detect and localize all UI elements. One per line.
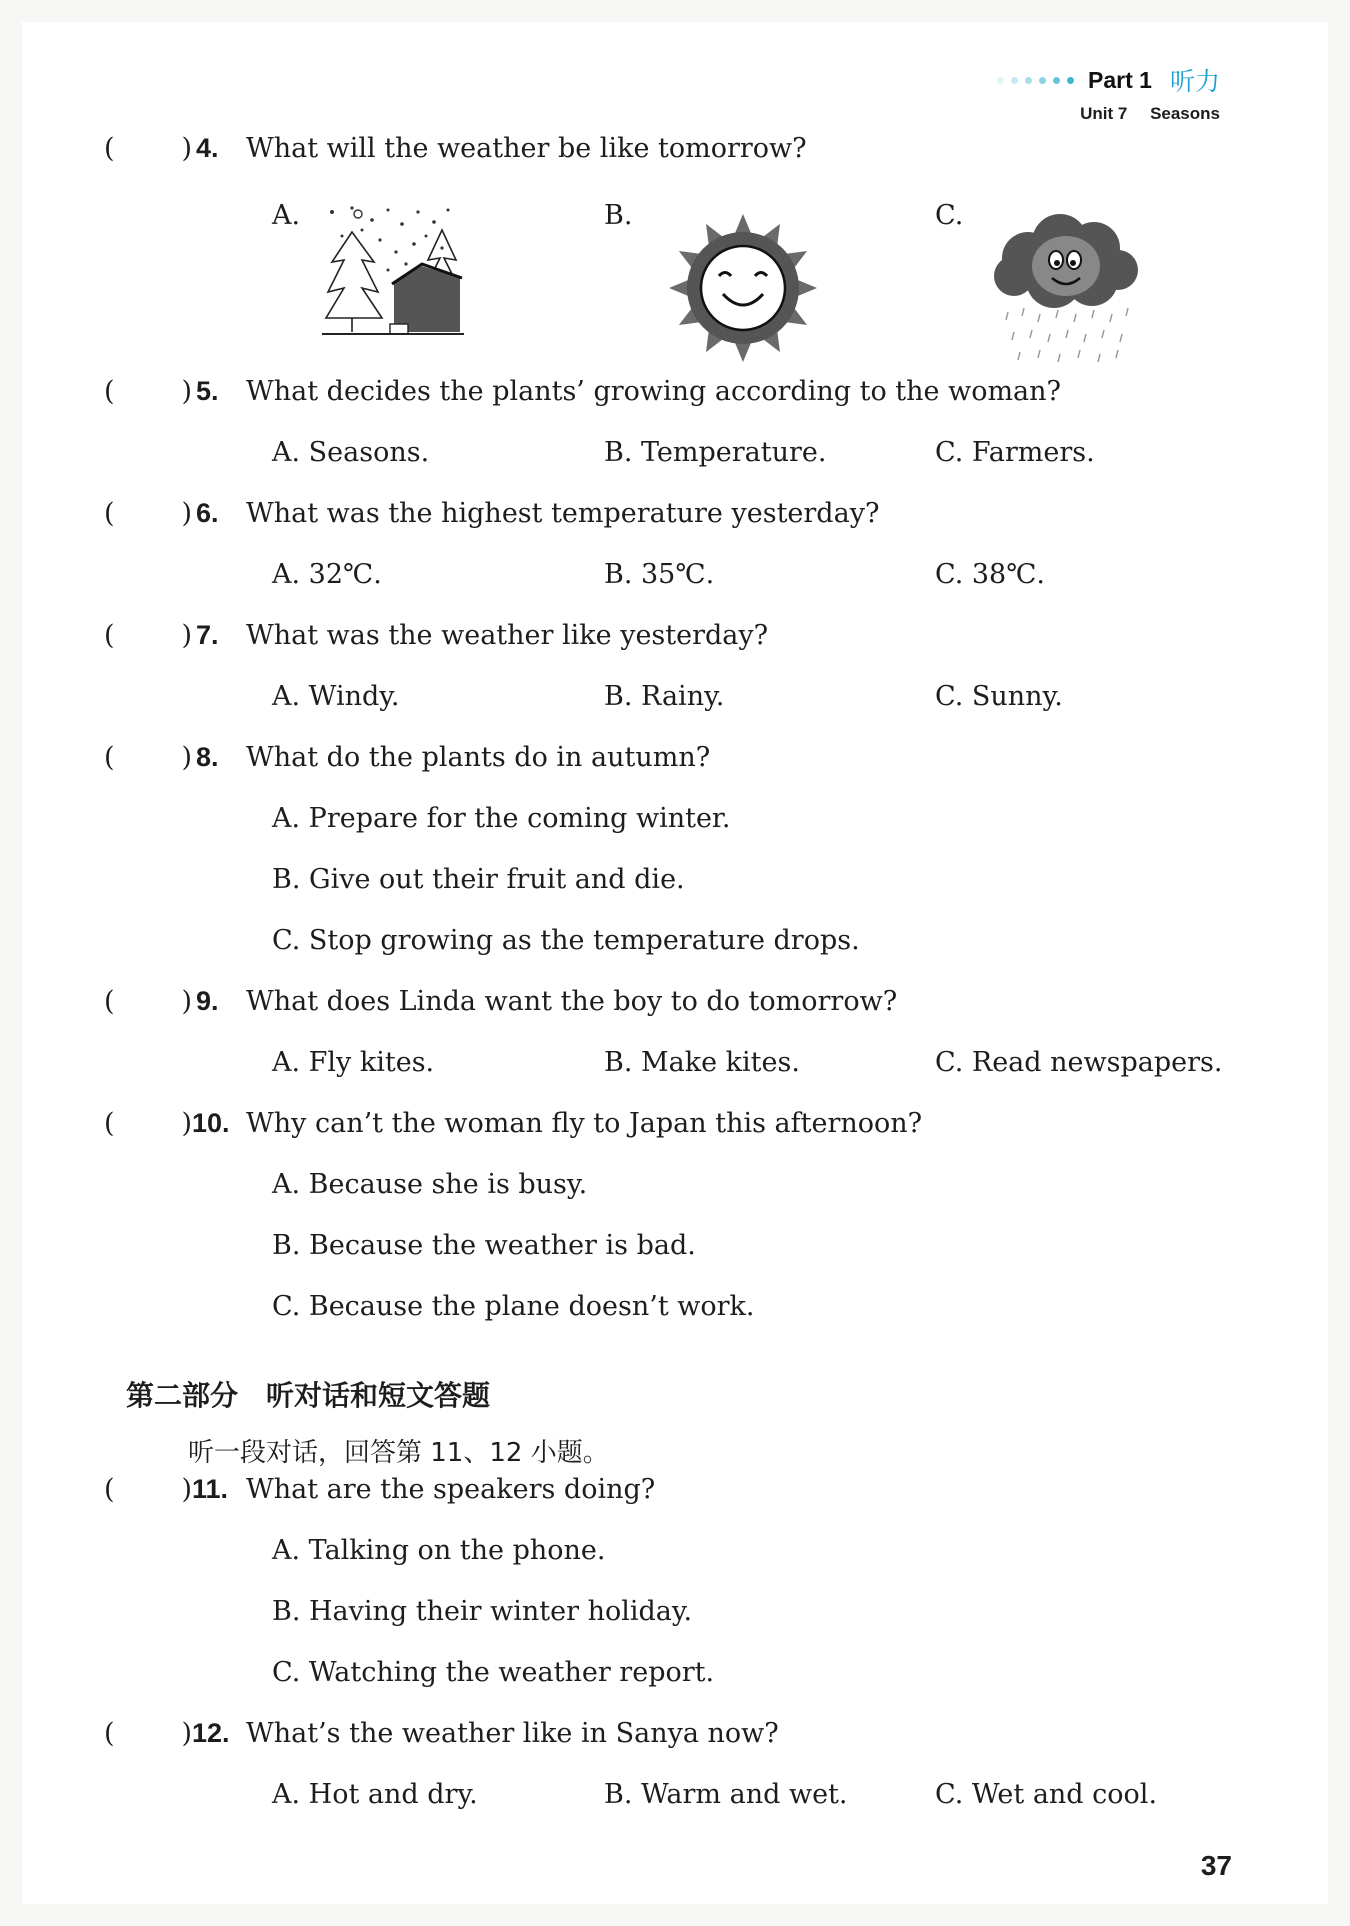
option-b[interactable]: B. Temperature.	[604, 437, 827, 468]
question-number: 9.	[196, 986, 219, 1016]
answer-blank[interactable]: ( )	[104, 498, 192, 529]
question-4	[104, 133, 807, 164]
question-number: 5.	[196, 376, 219, 406]
option-a[interactable]: A. 32℃.	[272, 559, 382, 590]
option-a[interactable]: A. Talking on the phone.	[272, 1535, 606, 1566]
question-text: What’s the weather like in Sanya now?	[246, 1718, 779, 1749]
question-text: What are the speakers doing?	[246, 1474, 656, 1505]
part-label: Part 1	[1088, 66, 1152, 93]
question-9	[104, 986, 897, 1017]
option-c[interactable]: C. Because the plane doesn’t work.	[272, 1291, 755, 1322]
part-chinese-label: 听力	[1169, 67, 1220, 96]
question-number: 8.	[196, 742, 219, 772]
option-b[interactable]: B. Having their winter holiday.	[272, 1596, 693, 1627]
sun-icon	[667, 212, 819, 364]
option-c[interactable]: C. Farmers.	[935, 437, 1095, 468]
question-text: What does Linda want the boy to do tomorrow?	[246, 986, 898, 1017]
question-text: What was the highest temperature yesterday?	[246, 498, 880, 529]
option-b[interactable]: B. Because the weather is bad.	[272, 1230, 696, 1261]
option-a[interactable]: A. Windy.	[272, 681, 400, 712]
question-7	[104, 620, 768, 651]
option-c[interactable]: C. Wet and cool.	[935, 1779, 1158, 1810]
option-a[interactable]: A. Seasons.	[272, 437, 430, 468]
answer-blank[interactable]: ( )	[104, 742, 192, 773]
question-6	[104, 498, 879, 529]
answer-blank[interactable]: ( )	[104, 1474, 192, 1505]
option-a-label[interactable]: A.	[272, 200, 301, 231]
question-12	[104, 1718, 779, 1749]
option-b[interactable]: B. Rainy.	[604, 681, 725, 712]
option-b[interactable]: B. 35℃.	[604, 559, 715, 590]
question-number: 12.	[192, 1718, 230, 1748]
section-instruction: 听一段对话，回答第 11、12 小题。	[188, 1438, 609, 1468]
option-c[interactable]: C. Watching the weather report.	[272, 1657, 715, 1688]
answer-blank[interactable]: ( )	[104, 986, 192, 1017]
answer-blank[interactable]: ( )	[104, 1108, 192, 1139]
page-number: 37	[1200, 1850, 1232, 1881]
answer-blank[interactable]: ( )	[104, 133, 192, 164]
question-number: 4.	[196, 133, 219, 163]
option-c[interactable]: C. Read newspapers.	[935, 1047, 1223, 1078]
question-11	[104, 1474, 655, 1505]
option-b[interactable]: B. Give out their fruit and die.	[272, 864, 685, 895]
option-b-label[interactable]: B.	[604, 200, 633, 231]
option-c[interactable]: C. 38℃.	[935, 559, 1046, 590]
option-c-label[interactable]: C.	[935, 200, 964, 231]
question-text: What decides the plants’ growing according to the woman?	[246, 376, 1062, 407]
unit-title: Seasons	[1150, 104, 1220, 123]
unit-label: Unit 7	[1080, 104, 1128, 123]
page-header	[997, 62, 1220, 124]
rain-cloud-icon	[988, 212, 1148, 372]
question-text: What will the weather be like tomorrow?	[246, 133, 807, 164]
question-number: 10.	[192, 1108, 230, 1138]
question-number: 11.	[192, 1474, 229, 1504]
option-c[interactable]: C. Sunny.	[935, 681, 1063, 712]
option-c[interactable]: C. Stop growing as the temperature drops.	[272, 925, 860, 956]
option-b[interactable]: B. Warm and wet.	[604, 1779, 848, 1810]
question-8	[104, 742, 710, 773]
question-text: What do the plants do in autumn?	[246, 742, 711, 773]
decorative-dots	[997, 77, 1074, 84]
answer-blank[interactable]: ( )	[104, 376, 192, 407]
question-number: 7.	[196, 620, 219, 650]
option-a[interactable]: A. Because she is busy.	[272, 1169, 588, 1200]
option-a[interactable]: A. Prepare for the coming winter.	[272, 803, 731, 834]
question-10	[104, 1108, 922, 1139]
option-a[interactable]: A. Fly kites.	[272, 1047, 435, 1078]
answer-blank[interactable]: ( )	[104, 620, 192, 651]
answer-blank[interactable]: ( )	[104, 1718, 192, 1749]
question-text: What was the weather like yesterday?	[246, 620, 769, 651]
snow-scene-icon	[322, 200, 464, 342]
option-b[interactable]: B. Make kites.	[604, 1047, 800, 1078]
question-number: 6.	[196, 498, 219, 528]
worksheet-page	[22, 22, 1328, 1904]
question-text: Why can’t the woman fly to Japan this afternoon?	[246, 1108, 923, 1139]
section-title: 第二部分 听对话和短文答题	[126, 1379, 491, 1412]
question-5	[104, 376, 1061, 407]
option-a[interactable]: A. Hot and dry.	[272, 1779, 478, 1810]
